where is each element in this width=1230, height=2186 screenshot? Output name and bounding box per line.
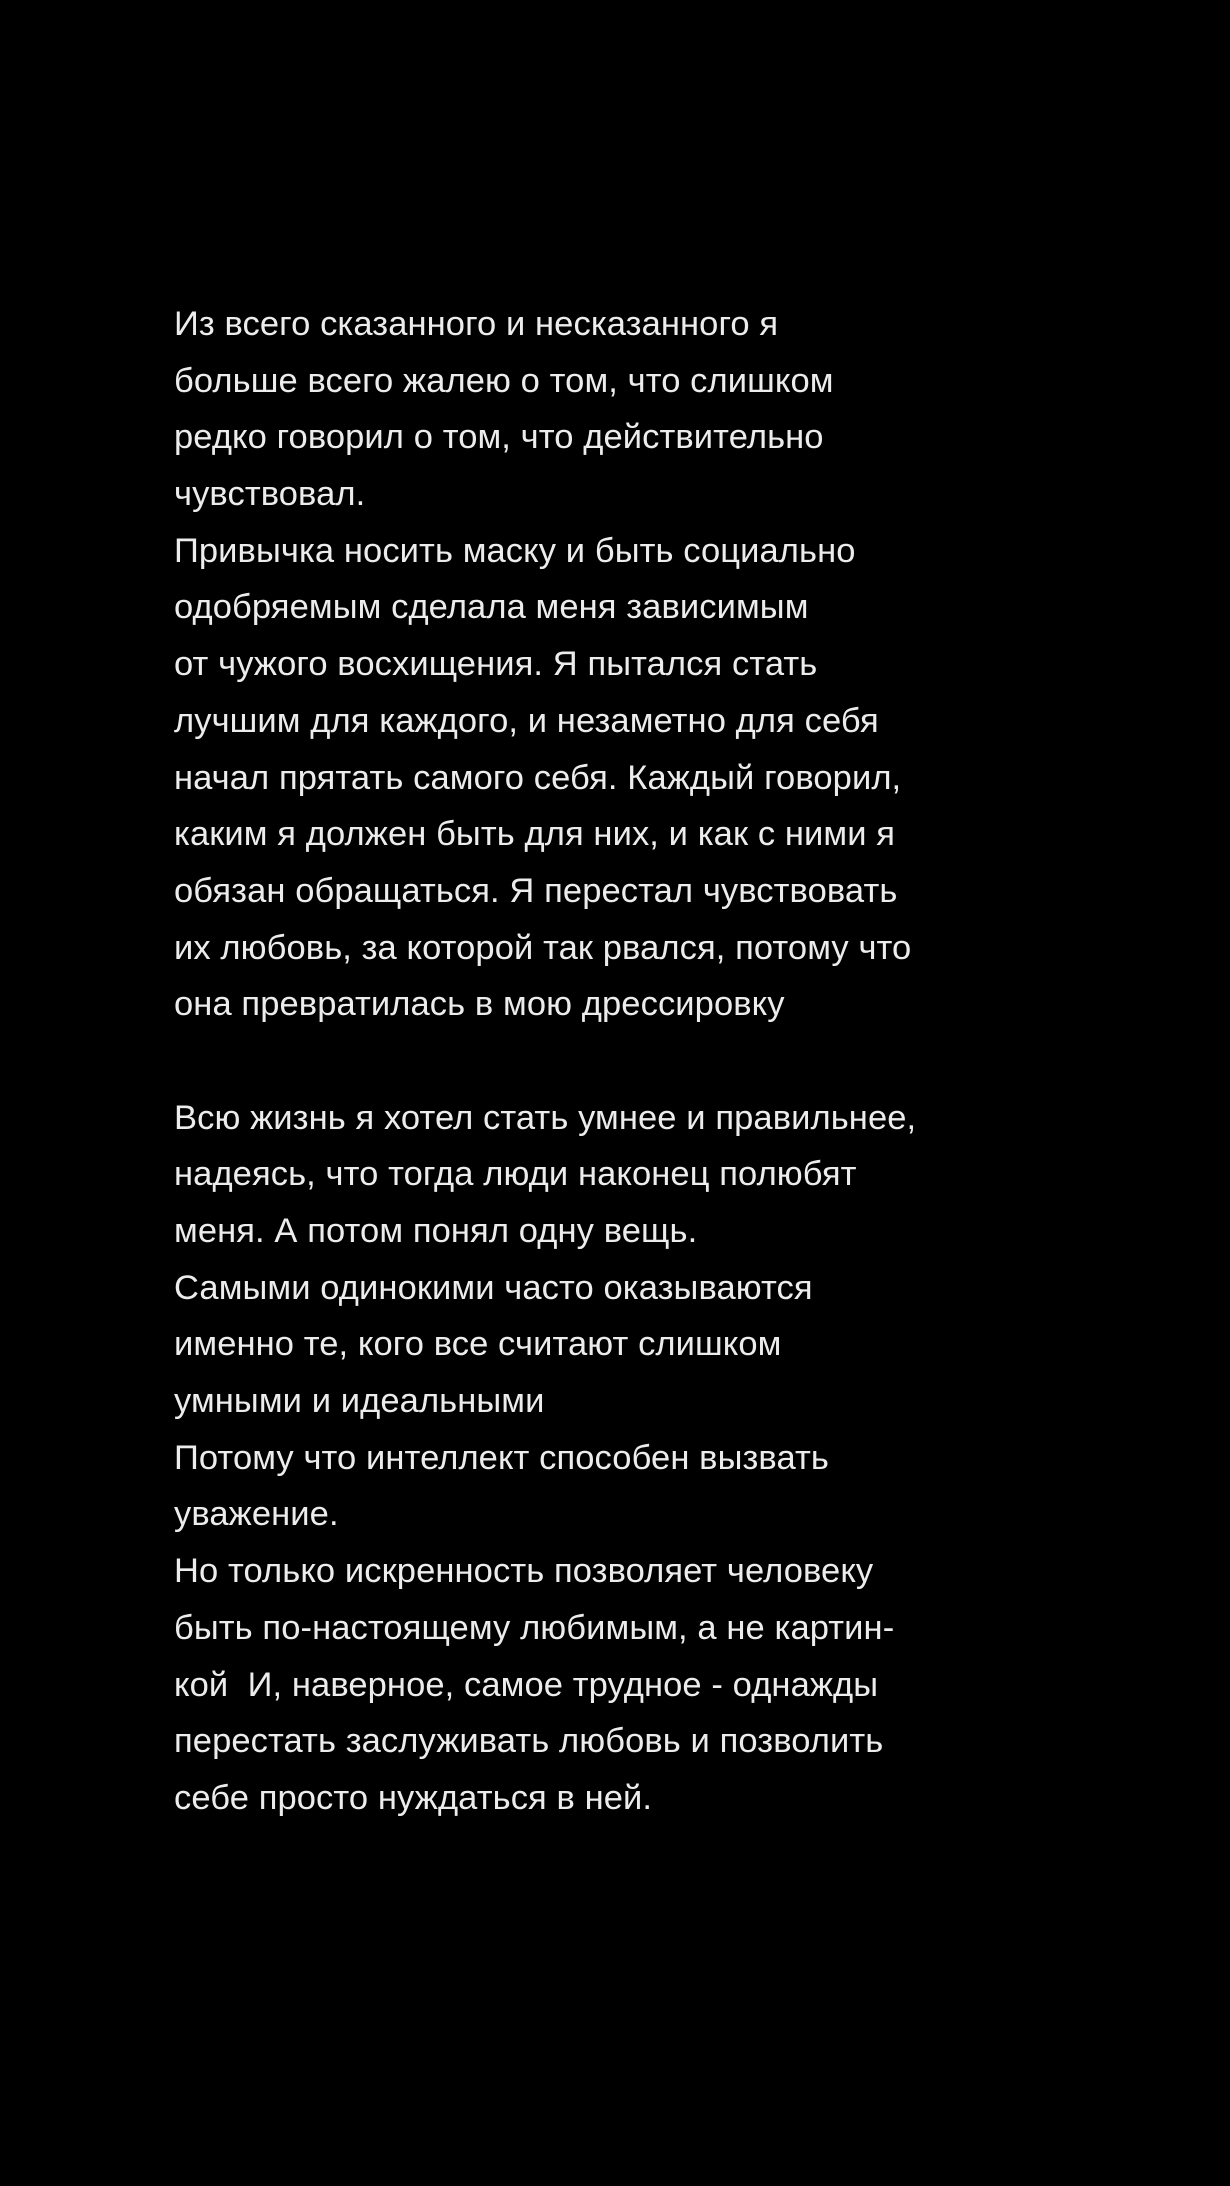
note-line: умными и идеальными (174, 1382, 545, 1421)
note-text-block (174, 296, 1184, 1827)
note-line: обязан обращаться. Я перестал чувствовать (174, 871, 898, 910)
note-line: их любовь, за которой так рвался, потому что (174, 928, 912, 967)
note-line: начал прятать самого себя. Каждый говорил, (174, 758, 902, 797)
note-line: кой И, наверное, самое трудное - однажды (174, 1665, 879, 1704)
note-line: одобряемым сделала меня зависимым (174, 588, 809, 627)
note-line: Привычка носить маску и быть социально (174, 531, 856, 570)
note-line: лучшим для каждого, и незаметно для себя (174, 701, 879, 740)
note-line: уважение. (174, 1495, 339, 1534)
note-line: Самыми одинокими часто оказываются (174, 1268, 813, 1307)
note-line: Всю жизнь я хотел стать умнее и правильнее, (174, 1098, 917, 1137)
note-line: Но только искренность позволяет человеку (174, 1552, 874, 1591)
note-line: чувствовал. (174, 475, 366, 514)
note-line: надеясь, что тогда люди наконец полюбят (174, 1155, 857, 1194)
note-line: меня. А потом понял одну вещь. (174, 1212, 698, 1250)
note-line: именно те, кого все считают слишком (174, 1325, 782, 1364)
note-line: больше всего жалею о том, что слишком (174, 361, 834, 400)
note-line: перестать заслуживать любовь и позволить (174, 1722, 884, 1761)
note-line: себе просто нуждаться в ней. (174, 1778, 653, 1817)
note-line: редко говорил о том, что действительно (174, 418, 824, 457)
note-line: каким я должен быть для них, и как с ними я (174, 815, 896, 854)
note-line: быть по-настоящему любимым, а не картин- (174, 1608, 895, 1647)
note-line: она превратилась в мою дрессировку (174, 985, 785, 1024)
note-line: Потому что интеллект способен вызвать (174, 1438, 829, 1477)
note-line: Из всего сказанного и несказанного я (174, 305, 779, 343)
note-line: от чужого восхищения. Я пытался стать (174, 645, 818, 684)
paragraph-spacer (174, 1033, 1184, 1090)
